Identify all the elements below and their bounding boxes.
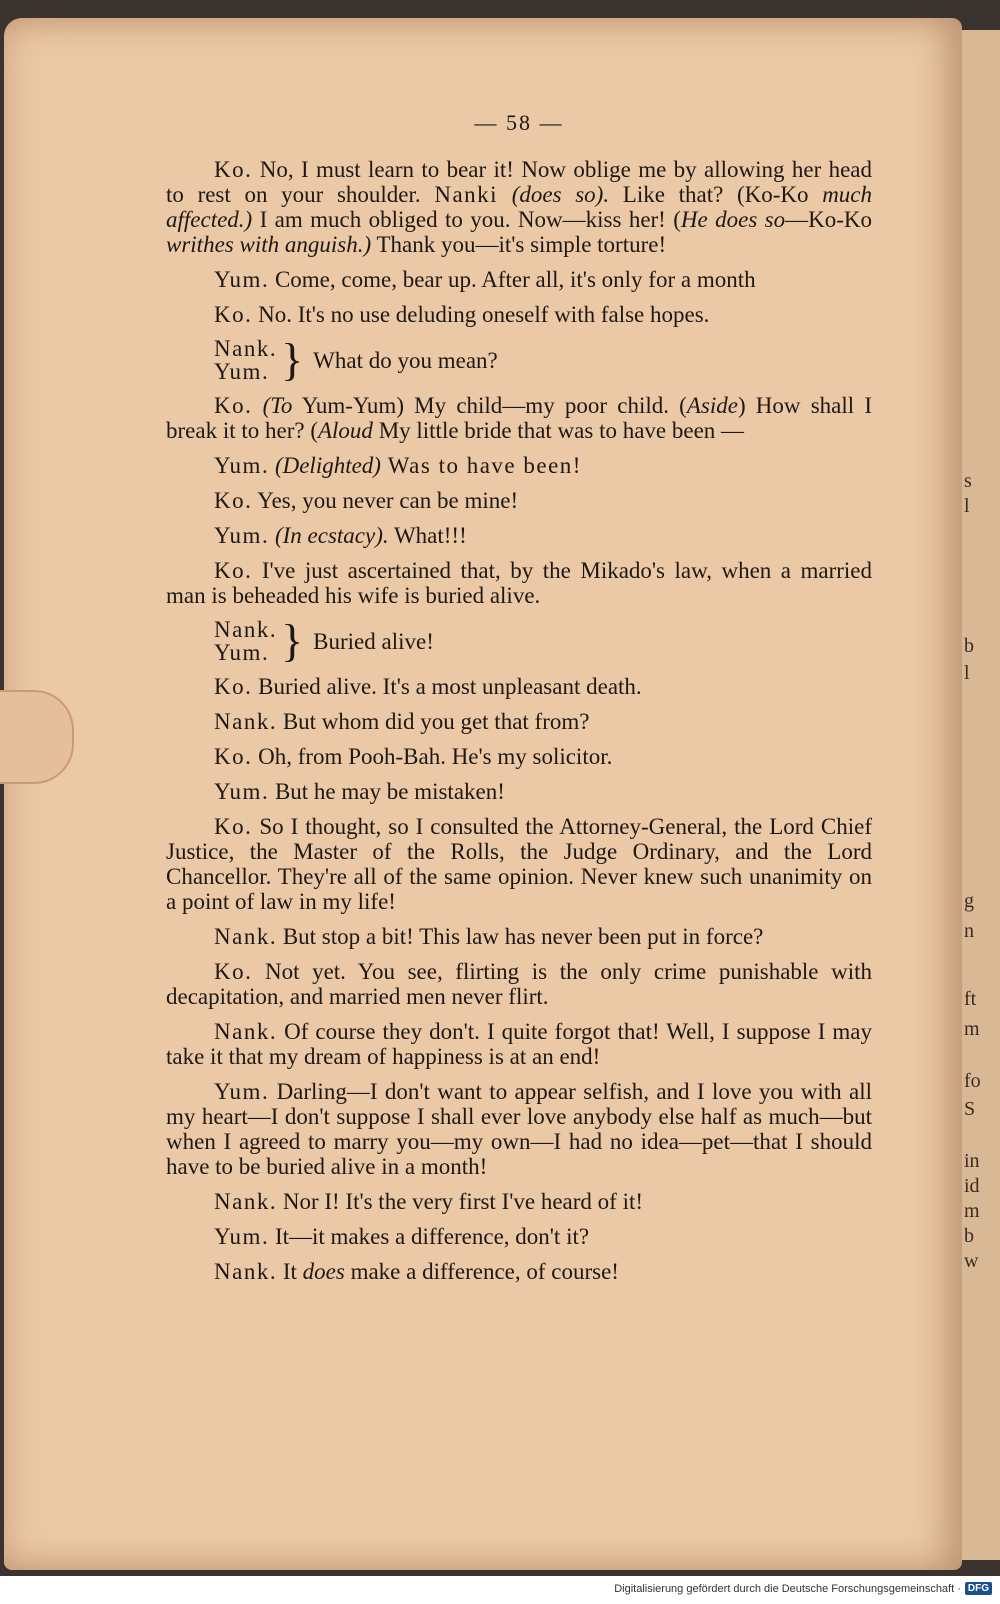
page-number: — 58 — (474, 110, 564, 135)
edge-glyph: S (964, 1098, 976, 1120)
dfg-logo: DFG (965, 1582, 992, 1595)
page-clip (0, 690, 74, 784)
dialogue-line: Yum. Come, come, bear up. After all, it's only for a month (214, 267, 756, 292)
speaker: Ko. (214, 959, 253, 984)
dialogue-line: Ko. Buried alive. It's a most unpleasant death. (214, 674, 642, 699)
brace-symbol: } (281, 615, 304, 666)
edge-glyph: s (964, 470, 972, 492)
speaker: Yum. (214, 779, 270, 804)
speaker: Yum. (214, 523, 270, 548)
speaker: Yum. (214, 453, 270, 478)
speaker: Ko. (214, 302, 253, 327)
joint-dialogue-line: Nank. Yum. } What do you mean? (214, 334, 498, 385)
dialogue-line: Yum. It—it makes a difference, don't it? (214, 1224, 590, 1249)
stage-direction: He does so (680, 207, 786, 232)
speaker: Ko. (214, 558, 253, 583)
speaker: Nank. (214, 1259, 278, 1284)
speaker: Ko. (214, 157, 253, 182)
edge-glyph: fo (964, 1070, 981, 1092)
stage-direction: (In ecstacy). (274, 523, 389, 548)
dialogue-line: Nank. But stop a bit! This law has never been put in force? (214, 924, 764, 949)
joint-dialogue-line: Nank. Yum. } Buried alive! (214, 615, 434, 666)
dialogue-line: Yum. Darling—I don't want to appear selfish, and I love you with all my heart—I don't suppose I shall ever love anybody else half as much—but when I agreed to marry you—my own—I had no idea—pet—that I should have to be buried alive in a month! (166, 1079, 872, 1179)
edge-glyph: m (964, 1200, 980, 1222)
dialogue-line: Nank. Of course they don't. I quite forgot that! Well, I suppose I may take it that my dream of happiness is at an end! (166, 1019, 873, 1069)
stage-direction: (Delighted) (274, 453, 381, 478)
stage-direction: Aloud (317, 418, 373, 443)
dialogue-line: Ko. Yes, you never can be mine! (214, 488, 519, 513)
dialogue-line: Nank. But whom did you get that from? (214, 709, 590, 734)
edge-glyph: in (964, 1150, 980, 1172)
dialogue-line: Ko. I've just ascertained that, by the Mikado's law, when a married man is beheaded his wife is buried alive. (166, 558, 872, 608)
stage-direction: (To (262, 393, 293, 418)
dialogue-line: Ko. No, I must learn to bear it! Now oblige me by allowing her head to rest on your shoulder. Nanki (does so). Like that? (Ko-Ko much affected.) I am much obliged to you. Now—kiss her! (He does so—Ko-Ko writhes with anguish.) Thank you—it's simple torture! (166, 157, 873, 257)
dialogue-line: Ko. So I thought, so I consulted the Attorney-General, the Lord Chief Justice, the Master of the Rolls, the Judge Ordinary, and the Lord Chancellor. They're all of the same opinion. Never knew such unanimity on a point of law in my life! (166, 814, 873, 914)
dialogue-line: Nank. It does make a difference, of course! (214, 1259, 619, 1284)
dialogue-line: Ko. Oh, from Pooh-Bah. He's my solicitor. (214, 744, 613, 769)
edge-glyph: m (964, 1018, 980, 1040)
speaker: Nank. (214, 709, 278, 734)
edge-glyph: b (964, 635, 974, 657)
stage-direction: writhes with anguish.) (166, 232, 372, 257)
speaker: Nanki (434, 182, 499, 207)
speaker: Ko. (214, 744, 253, 769)
speaker: Yum. (214, 1224, 270, 1249)
edge-glyph: n (964, 920, 974, 942)
stage-direction: Aside (686, 393, 738, 418)
speaker: Yum. (214, 359, 270, 384)
dialogue-line: Ko. No. It's no use deluding oneself with false hopes. (214, 302, 710, 327)
edge-glyph: ft (964, 988, 977, 1010)
stage-direction: (does so). (511, 182, 610, 207)
stage-direction: much affected.) (166, 182, 873, 232)
speaker: Nank. (214, 924, 278, 949)
edge-glyph: b (964, 1225, 974, 1247)
speaker: Yum. (214, 267, 270, 292)
dialogue-line: Ko. Not yet. You see, flirting is the only crime punishable with decapitation, and married men never flirt. (166, 959, 873, 1009)
speaker: Ko. (214, 488, 253, 513)
speaker: Nank. (214, 1189, 278, 1214)
edge-glyph: w (964, 1250, 979, 1272)
speaker: Ko. (214, 674, 253, 699)
edge-glyph: g (964, 890, 974, 912)
speaker: Nank. (214, 617, 278, 642)
speaker: Ko. (214, 393, 253, 418)
edge-glyph: l (964, 495, 970, 517)
emphasis: does (302, 1259, 345, 1284)
edge-glyph: l (964, 662, 970, 684)
speaker: Nank. (214, 336, 278, 361)
dialogue-line: Yum. (Delighted) Was to have been! (214, 453, 582, 478)
dialogue-line: Yum. But he may be mistaken! (214, 779, 505, 804)
dialogue-line: Nank. Nor I! It's the very first I've heard of it! (214, 1189, 644, 1214)
speaker: Ko. (214, 814, 253, 839)
edge-glyph: id (964, 1175, 980, 1197)
brace-symbol: } (281, 334, 304, 385)
speaker: Nank. (214, 1019, 278, 1044)
speaker: Yum. (214, 1079, 270, 1104)
dialogue-line: Ko. (To Yum-Yum) My child—my poor child. (Aside) How shall I break it to her? (Aloud My little bride that was to have been — (166, 393, 872, 443)
speaker: Yum. (214, 640, 270, 665)
digitization-credit (614, 1582, 992, 1595)
page-text (166, 110, 872, 1294)
dialogue-line: Yum. (In ecstacy). What!!! (214, 523, 467, 548)
credit-text: Digitalisierung gefördert durch die Deutsche Forschungsgemeinschaft · (614, 1582, 961, 1595)
adjacent-page-edge (962, 30, 1000, 1560)
